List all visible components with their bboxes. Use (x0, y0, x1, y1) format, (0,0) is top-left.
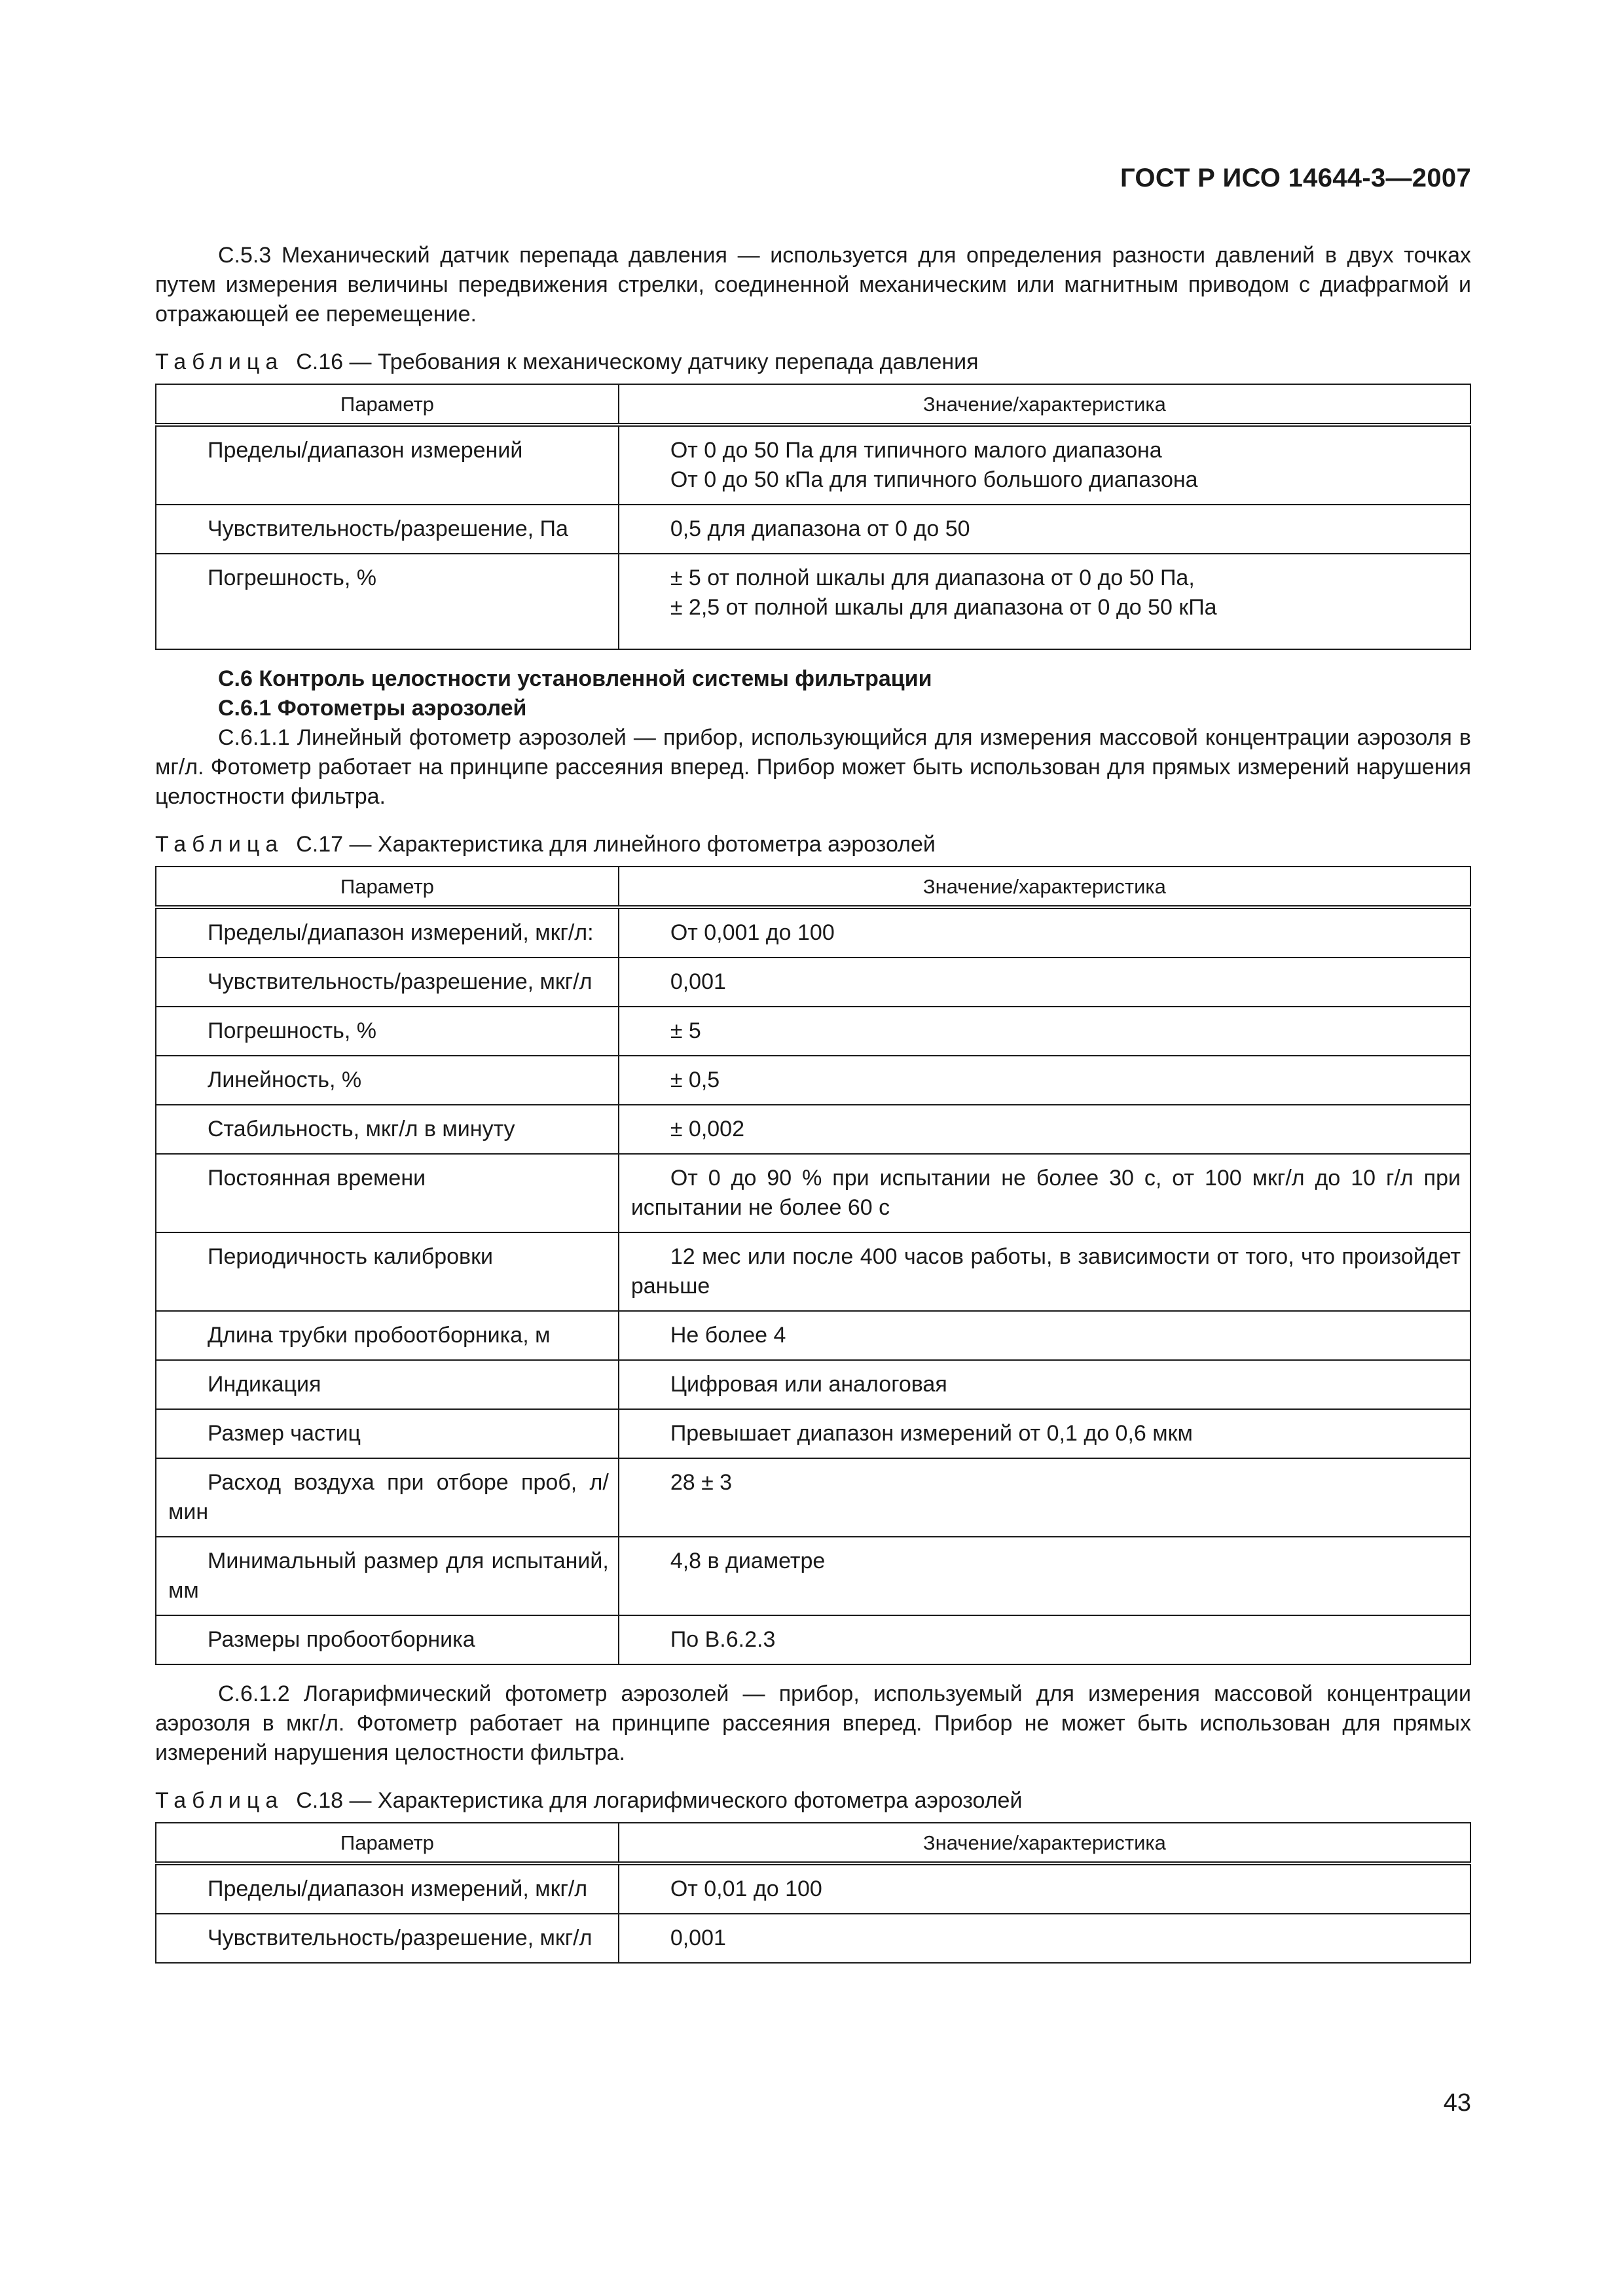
column-header-value: Значение/характеристика (619, 1823, 1470, 1863)
table-header-row (156, 384, 1470, 425)
document-header: ГОСТ Р ИСО 14644-3—2007 (1120, 164, 1471, 192)
table-caption-word: Таблица (155, 350, 284, 374)
value-cell (619, 425, 1470, 505)
parameter-cell: Пределы/диапазон измерений (156, 425, 619, 505)
value-cell: 12 мес или после 400 часов работы, в зависимости от того, что произойдет раньше (619, 1232, 1470, 1311)
value-cell: От 0,01 до 100 (619, 1863, 1470, 1914)
table-row (156, 1360, 1470, 1409)
value-cell: ± 0,5 (619, 1056, 1470, 1105)
section-heading-c6: С.6 Контроль целостности установленной системы фильтрации (218, 666, 932, 691)
value-line: От 0 до 50 Па для типичного малого диапазона (670, 438, 1162, 463)
parameter-cell: Длина трубки пробоотборника, м (156, 1311, 619, 1360)
table-caption-c17 (155, 830, 1471, 859)
table-caption-text: С.16 — Требования к механическому датчику перепада давления (296, 350, 979, 374)
page-content (155, 241, 1471, 1978)
value-cell: От 0,001 до 100 (619, 907, 1470, 958)
paragraph-c-5-3: С.5.3 Механический датчик перепада давления — используется для определения разности давлений в двух точках путем измерения величины передвижения стрелки, соединенной механическим или магнитным приводом с диафрагмой и отражающей ее перемещение. (155, 243, 1471, 327)
column-header-value: Значение/характеристика (619, 384, 1470, 425)
value-cell: Не более 4 (619, 1311, 1470, 1360)
value-cell: Цифровая или аналоговая (619, 1360, 1470, 1409)
table-caption-c18 (155, 1786, 1471, 1816)
table-row (156, 505, 1470, 554)
table-caption-word: Таблица (155, 1788, 284, 1813)
table-caption-text: С.17 — Характеристика для линейного фотометра аэрозолей (296, 832, 936, 857)
table-row (156, 1105, 1470, 1154)
table-row (156, 1056, 1470, 1105)
value-cell: ± 5 (619, 1007, 1470, 1056)
table-row (156, 907, 1470, 958)
value-line: ± 2,5 от полной шкалы для диапазона от 0 до 50 кПа (670, 595, 1217, 620)
paragraph-c-6-1-1: С.6.1.1 Линейный фотометр аэрозолей — прибор, использующийся для измерения массовой концентрации аэрозоля в мг/л. Фотометр работает на принципе рассеяния вперед. Прибор может быть использован для прямых измерений нарушения целостности фильтра. (155, 725, 1471, 809)
table-row (156, 958, 1470, 1007)
page-number: 43 (1443, 2089, 1471, 2117)
parameter-cell: Погрешность, % (156, 554, 619, 649)
value-cell: От 0 до 90 % при испытании не более 30 с, от 100 мкг/л до 10 г/л при испытании не более 60 с (619, 1154, 1470, 1232)
value-cell (619, 554, 1470, 649)
table-row (156, 1863, 1470, 1914)
table-row (156, 1007, 1470, 1056)
column-header-value: Значение/характеристика (619, 867, 1470, 907)
table-row (156, 1914, 1470, 1963)
parameter-cell: Пределы/диапазон измерений, мкг/л: (156, 907, 619, 958)
table-row (156, 1458, 1470, 1537)
table-c17 (155, 866, 1471, 1665)
table-c16 (155, 384, 1471, 650)
table-row (156, 425, 1470, 505)
table-caption-word: Таблица (155, 832, 284, 857)
parameter-cell: Чувствительность/разрешение, мкг/л (156, 958, 619, 1007)
column-header-parameter: Параметр (156, 384, 619, 425)
parameter-cell: Чувствительность/разрешение, мкг/л (156, 1914, 619, 1963)
parameter-cell: Постоянная времени (156, 1154, 619, 1232)
table-row (156, 1615, 1470, 1664)
parameter-cell: Линейность, % (156, 1056, 619, 1105)
value-cell: 0,5 для диапазона от 0 до 50 (619, 505, 1470, 554)
parameter-cell: Пределы/диапазон измерений, мкг/л (156, 1863, 619, 1914)
value-cell: По В.6.2.3 (619, 1615, 1470, 1664)
value-cell: 4,8 в диаметре (619, 1537, 1470, 1615)
table-caption-c16 (155, 348, 1471, 377)
value-line: ± 5 от полной шкалы для диапазона от 0 до 50 Па, (670, 565, 1195, 590)
table-row (156, 554, 1470, 649)
table-header-row (156, 867, 1470, 907)
value-cell: 0,001 (619, 1914, 1470, 1963)
table-caption-text: С.18 — Характеристика для логарифмического фотометра аэрозолей (296, 1788, 1023, 1813)
parameter-cell: Размеры пробоотборника (156, 1615, 619, 1664)
table-row (156, 1409, 1470, 1458)
table-row (156, 1232, 1470, 1311)
parameter-cell: Минимальный размер для испытаний, мм (156, 1537, 619, 1615)
parameter-cell: Размер частиц (156, 1409, 619, 1458)
parameter-cell: Стабильность, мкг/л в минуту (156, 1105, 619, 1154)
column-header-parameter: Параметр (156, 867, 619, 907)
parameter-cell: Чувствительность/разрешение, Па (156, 505, 619, 554)
value-cell: 28 ± 3 (619, 1458, 1470, 1537)
parameter-cell: Периодичность калибровки (156, 1232, 619, 1311)
table-header-row (156, 1823, 1470, 1863)
section-heading-c6-1: С.6.1 Фотометры аэрозолей (218, 696, 527, 721)
parameter-cell: Погрешность, % (156, 1007, 619, 1056)
parameter-cell: Индикация (156, 1360, 619, 1409)
parameter-cell: Расход воздуха при отборе проб, л/мин (156, 1458, 619, 1537)
value-cell: 0,001 (619, 958, 1470, 1007)
value-cell: ± 0,002 (619, 1105, 1470, 1154)
value-line: От 0 до 50 кПа для типичного большого диапазона (670, 467, 1198, 492)
column-header-parameter: Параметр (156, 1823, 619, 1863)
table-row (156, 1311, 1470, 1360)
table-c18 (155, 1822, 1471, 1964)
paragraph-c-6-1-2: С.6.1.2 Логарифмический фотометр аэрозолей — прибор, используемый для измерения массовой концентрации аэрозоля в мкг/л. Фотометр работает на принципе рассеяния вперед. Прибор не может быть использован для прямых измерений нарушения целостности фильтра. (155, 1681, 1471, 1765)
value-cell: Превышает диапазон измерений от 0,1 до 0,6 мкм (619, 1409, 1470, 1458)
table-row (156, 1154, 1470, 1232)
table-row (156, 1537, 1470, 1615)
